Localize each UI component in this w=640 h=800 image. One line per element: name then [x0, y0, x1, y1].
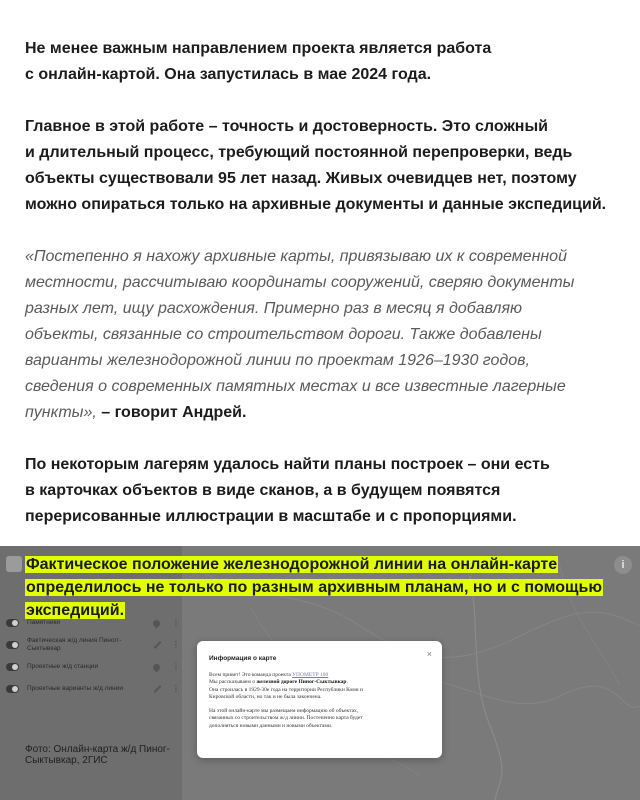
popup-text: Всем привет! Это команда проекта [209, 672, 293, 678]
quote-line: разных лет, ищу расхождения. Примерно раз в месяц я добавляю [25, 300, 523, 317]
highlight-line: определилось не только по разным архивным планам, но и с помощью [26, 579, 602, 596]
popup-text: . [346, 679, 348, 686]
photo-caption: Фото: Онлайн-карта ж/д Пиног-Сыктывкар, 2ГИС [25, 744, 170, 766]
popup-title: Информация о карте [209, 655, 277, 662]
highlight-line: Фактическое положение железнодорожной линии на онлайн-карте [26, 556, 558, 573]
text-line: По некоторым лагерям удалось найти планы построек – они есть [25, 456, 550, 473]
quote-line: «Постепенно я нахожу архивные карты, привязываю их к современной [25, 248, 567, 265]
more-icon[interactable]: ⋮ [172, 684, 180, 693]
popup-text: Она строилась в 1929-30е года на территории Республики Коми и [209, 686, 363, 693]
text-line: Главное в этой работе – точность и достоверность. Это сложный [25, 118, 548, 135]
map-info-popup [197, 641, 442, 758]
text-line: можно опираться только на архивные документы и данные экспедиций. [25, 196, 607, 213]
quote-line: местности, рассчитываю координаты сооружений, сверяю документы [25, 274, 575, 291]
text-line: в карточках объектов в виде сканов, а в будущем появятся [25, 482, 501, 499]
highlight-line: экспедиций. [26, 602, 125, 619]
quote-line: объекты, связанные со строительством дороги. Также добавлены [25, 326, 542, 343]
line-icon [154, 641, 162, 649]
line-icon [154, 685, 162, 693]
more-icon[interactable]: ⋮ [172, 640, 180, 649]
quote-line-last [25, 400, 630, 426]
info-icon[interactable]: i [614, 556, 632, 574]
more-icon[interactable]: ⋮ [172, 662, 180, 671]
layers-list [6, 612, 180, 700]
popup-text: связанных со строительством ж/д линии. Постепенно карта будет [209, 715, 363, 722]
popup-text: Кировской области, но так и не была закончена. [209, 693, 322, 700]
close-icon[interactable]: × [426, 649, 432, 659]
text-line: объекты существовали 95 лет назад. Живых очевидцев нет, поэтому [25, 170, 577, 187]
article-body [25, 36, 630, 556]
layer-label: Проектные ж/д станции [27, 663, 99, 670]
popup-body [209, 672, 430, 730]
text-line: Не менее важным направлением проекта является работа [25, 40, 492, 57]
more-icon[interactable]: ⋮ [172, 618, 180, 627]
layer-item-project-variants[interactable] [6, 678, 180, 700]
text-line: с онлайн-картой. Она запустилась в мае 2024 года. [25, 66, 432, 83]
popup-text: дополняться новыми данными и новыми объектами. [209, 722, 333, 729]
quote-block [25, 244, 630, 426]
layer-label: Памятники [27, 619, 60, 626]
project-link[interactable]: УПОМЕТР 100 [292, 672, 329, 678]
paragraph-2 [25, 114, 630, 218]
layers-panel-toggle-icon[interactable] [6, 556, 22, 572]
layer-toggle[interactable] [6, 685, 19, 693]
layer-toggle[interactable] [6, 641, 19, 649]
popup-text: Мы рассказываем о [209, 679, 257, 686]
text-line: перерисованные иллюстрации в масштабе и с пропорциями. [25, 508, 517, 525]
layer-item-stations[interactable] [6, 656, 180, 678]
layer-item-actual-line[interactable] [6, 634, 180, 656]
layer-label: Проектные варианты ж/д линии [27, 685, 124, 692]
quote-author: – говорит Андрей. [96, 404, 247, 421]
layer-toggle[interactable] [6, 663, 19, 671]
text-line: и длительный процесс, требующий постоянной перепроверки, ведь [25, 144, 573, 161]
quote-line: сведения о современных памятных местах и все известные лагерные [25, 378, 566, 395]
paragraph-1 [25, 36, 630, 88]
popup-text: На этой онлайн-карте мы размещаем информацию об объектах, [209, 708, 359, 715]
layer-toggle[interactable] [6, 619, 19, 627]
pin-icon [152, 662, 162, 672]
highlight-callout [25, 553, 625, 622]
layer-label: Фактическая ж/д линия Пиногг-Сыктывкар [27, 637, 122, 652]
quote-text: пункты», [25, 404, 97, 421]
paragraph-3 [25, 452, 630, 530]
quote-line: варианты железнодорожной линии по проектам 1926–1930 годов, [25, 352, 530, 369]
popup-bold-text: железной дороге Пиног-Сыктывкар [256, 679, 347, 686]
